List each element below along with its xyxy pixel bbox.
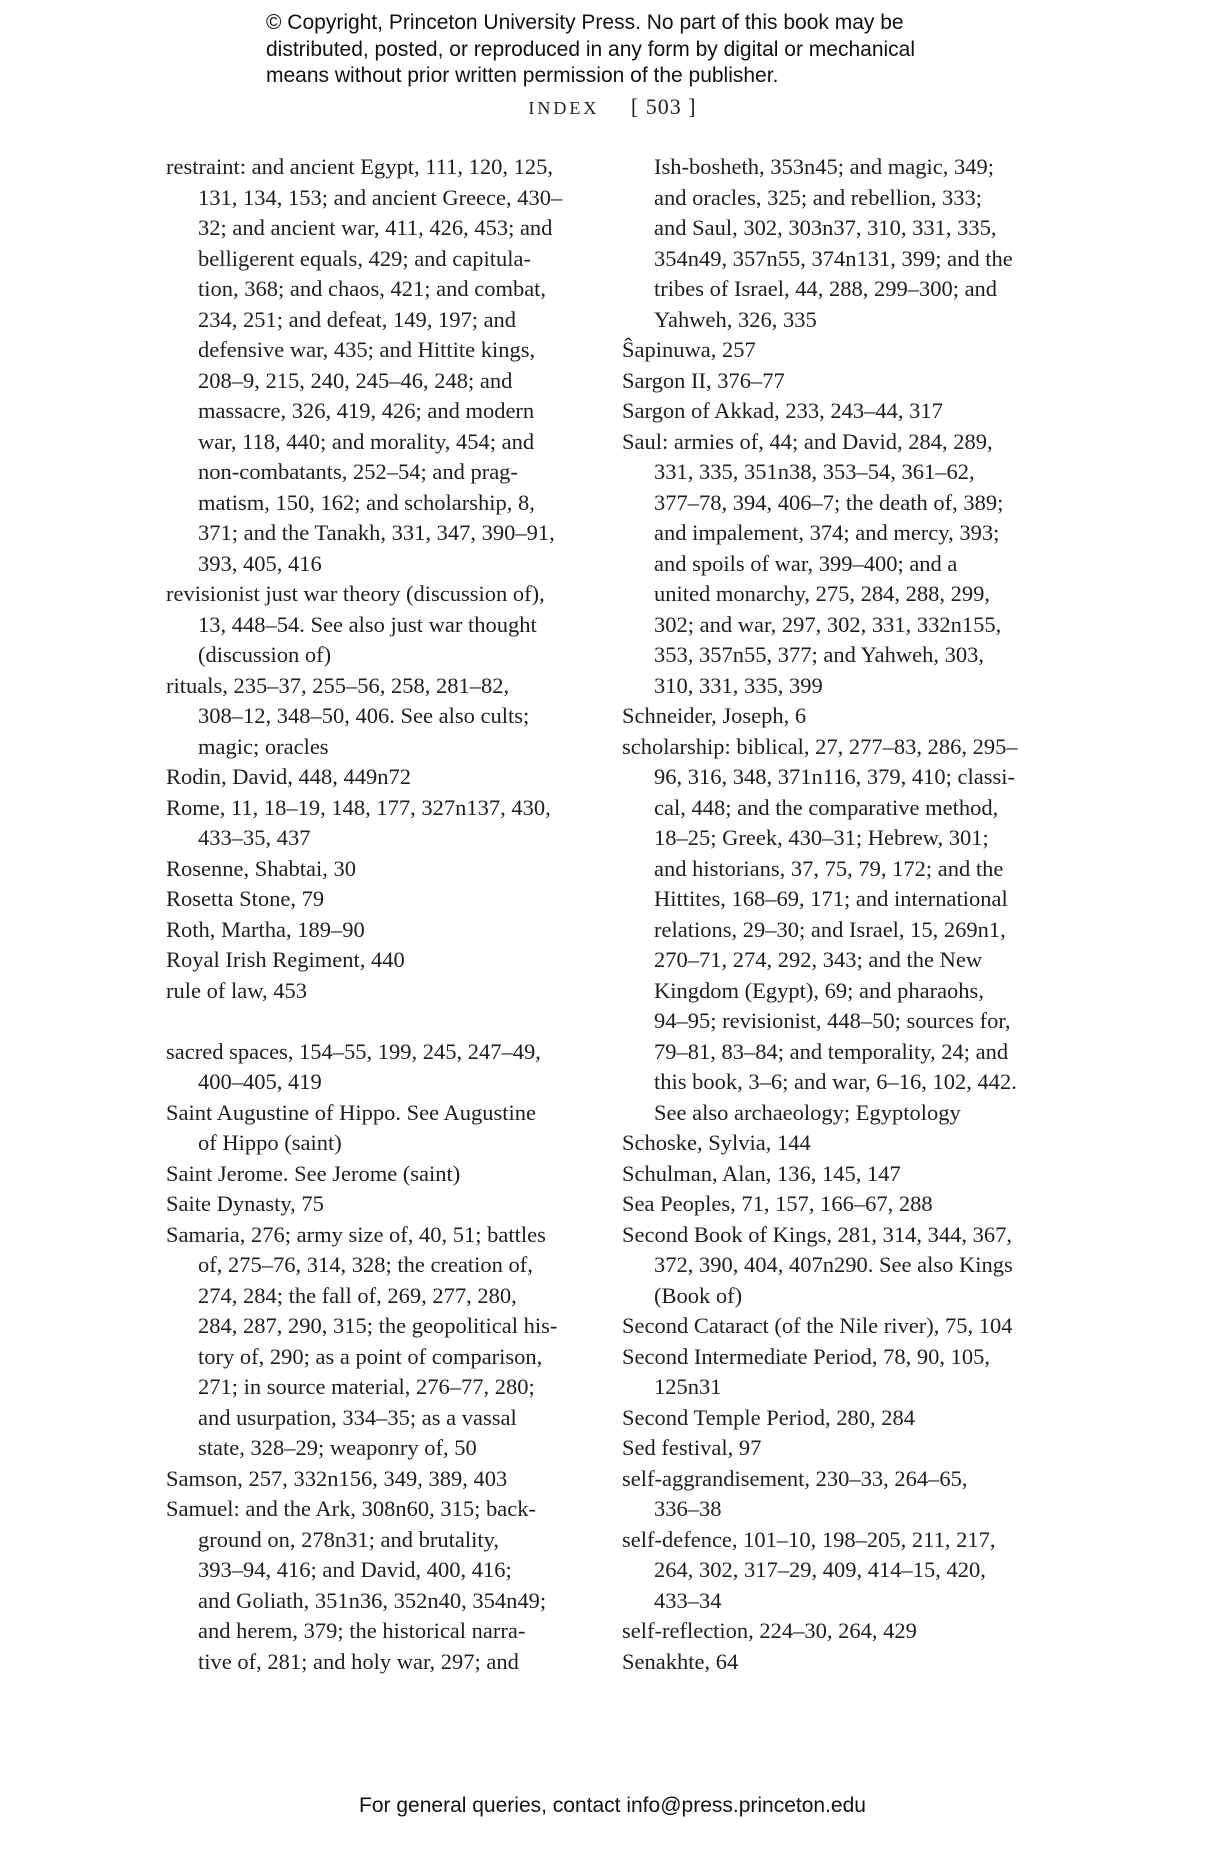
index-entry: Second Intermediate Period, 78, 90, 105, — [622, 1343, 991, 1369]
index-entry-continuation: matism, 150, 162; and scholarship, 8, — [198, 489, 535, 515]
index-entry-continuation: 372, 390, 404, 407n290. See also Kings — [654, 1252, 1013, 1277]
index-entry: sacred spaces, 154–55, 199, 245, 247–49, — [166, 1038, 541, 1064]
index-entry-continuation: 234, 251; and defeat, 149, 197; and — [198, 306, 517, 332]
index-entry: Second Temple Period, 280, 284 — [622, 1404, 915, 1430]
index-entry-continuation: magic; oracles — [198, 733, 329, 759]
index-entry: Samuel: and the Ark, 308n60, 315; back- — [166, 1496, 536, 1521]
index-entry-continuation: and Goliath, 351n36, 352n40, 354n49; — [198, 1587, 547, 1613]
index-entry-continuation: 310, 331, 335, 399 — [654, 672, 823, 698]
index-entry-continuation: cal, 448; and the comparative method, — [654, 794, 999, 820]
index-entry-continuation: 284, 287, 290, 315; the geopolitical his- — [198, 1313, 558, 1338]
index-entry: Second Book of Kings, 281, 314, 344, 367, — [622, 1221, 1012, 1247]
index-entry-continuation: and oracles, 325; and rebellion, 333; — [654, 184, 983, 210]
index-column-left — [166, 152, 586, 1677]
index-entry: Schoske, Sylvia, 144 — [622, 1130, 811, 1155]
index-entry-continuation: tive of, 281; and holy war, 297; and — [198, 1648, 519, 1674]
index-entry-continuation: 331, 335, 351n38, 353–54, 361–62, — [654, 459, 975, 484]
index-letter-gap — [166, 1006, 586, 1037]
running-head — [0, 94, 1225, 120]
index-entry-continuation: 125n31 — [654, 1374, 722, 1399]
index-entry: Saint Jerome. See Jerome (saint) — [166, 1160, 461, 1186]
index-entry: Rosetta Stone, 79 — [166, 886, 325, 911]
index-entry-continuation: 308–12, 348–50, 406. See also cults; — [198, 703, 530, 728]
index-entry: self-defence, 101–10, 198–205, 211, 217, — [622, 1526, 996, 1552]
index-entry: Rosenne, Shabtai, 30 — [166, 855, 356, 881]
index-entry-continuation: Hittites, 168–69, 171; and international — [654, 886, 1008, 911]
index-entry: Sargon II, 376–77 — [622, 367, 785, 393]
index-entry-continuation: 32; and ancient war, 411, 426, 453; and — [198, 215, 553, 240]
index-entry: self-aggrandisement, 230–33, 264–65, — [622, 1465, 968, 1491]
index-entry-continuation: 336–38 — [654, 1496, 722, 1521]
index-entry-continuation: and historians, 37, 75, 79, 172; and the — [654, 855, 1004, 881]
index-entry: Saite Dynasty, 75 — [166, 1191, 324, 1216]
index-entry-continuation: tion, 368; and chaos, 421; and combat, — [198, 276, 547, 301]
index-entry: self-reflection, 224–30, 264, 429 — [622, 1618, 917, 1643]
index-entry: Sargon of Akkad, 233, 243–44, 317 — [622, 398, 943, 423]
index-entry-continuation: 208–9, 215, 240, 245–46, 248; and — [198, 367, 513, 393]
index-entry: revisionist just war theory (discussion of), — [166, 581, 545, 606]
index-entry-continuation: 354n49, 357n55, 374n131, 399; and the — [654, 245, 1013, 271]
index-entry-continuation: Yahweh, 326, 335 — [654, 306, 817, 332]
index-entry: Sed festival, 97 — [622, 1435, 762, 1460]
index-entry: Senakhte, 64 — [622, 1648, 739, 1674]
copyright-notice — [266, 10, 1026, 90]
index-entry: rituals, 235–37, 255–56, 258, 281–82, — [166, 672, 510, 698]
index-entry-continuation: 353, 357n55, 377; and Yahweh, 303, — [654, 642, 984, 667]
index-entry: Saint Augustine of Hippo. See Augustine — [166, 1099, 536, 1125]
index-entry: Schulman, Alan, 136, 145, 147 — [622, 1160, 901, 1186]
copyright-line: © Copyright, Princeton University Press. No part of this book may be — [266, 11, 904, 34]
index-entry-continuation: 377–78, 394, 406–7; the death of, 389; — [654, 489, 1004, 515]
index-entry-continuation: (discussion of) — [198, 642, 332, 667]
index-entry-continuation: Ish-bosheth, 353n45; and magic, 349; — [654, 154, 994, 179]
index-entry-continuation: defensive war, 435; and Hittite kings, — [198, 337, 536, 362]
index-entry-continuation: relations, 29–30; and Israel, 15, 269n1, — [654, 916, 1006, 942]
index-entry-continuation: 371; and the Tanakh, 331, 347, 390–91, — [198, 520, 555, 545]
index-entry: Ŝapinuwa, 257 — [622, 337, 756, 362]
copyright-line: distributed, posted, or reproduced in any form by digital or mechanical — [266, 37, 916, 61]
index-entry-continuation: 79–81, 83–84; and temporality, 24; and — [654, 1038, 1009, 1064]
index-entry-continuation: and Saul, 302, 303n37, 310, 331, 335, — [654, 215, 997, 240]
index-entry-continuation: united monarchy, 275, 284, 288, 299, — [654, 581, 990, 606]
index-entry-continuation: 271; in source material, 276–77, 280; — [198, 1374, 535, 1399]
index-entry-continuation: 393–94, 416; and David, 400, 416; — [198, 1557, 512, 1582]
index-entry-continuation: ground on, 278n31; and brutality, — [198, 1526, 500, 1552]
index-entry: Sea Peoples, 71, 157, 166–67, 288 — [622, 1191, 933, 1216]
index-entry: Roth, Martha, 189–90 — [166, 916, 365, 942]
running-head-label: INDEX — [528, 98, 600, 118]
index-entry: Second Cataract (of the Nile river), 75, 104 — [622, 1313, 1013, 1338]
index-entry-continuation: 433–35, 437 — [198, 825, 311, 850]
page-number: [ 503 ] — [630, 94, 697, 119]
index-entry-continuation: non-combatants, 252–54; and prag- — [198, 459, 518, 484]
index-entry: Samaria, 276; army size of, 40, 51; battles — [166, 1221, 546, 1247]
index-entry: rule of law, 453 — [166, 977, 307, 1003]
copyright-line: means without prior written permission of the publisher. — [266, 64, 779, 87]
index-entry-continuation: 18–25; Greek, 430–31; Hebrew, 301; — [654, 825, 989, 850]
index-entry-continuation: massacre, 326, 419, 426; and modern — [198, 398, 535, 423]
index-entry: Saul: armies of, 44; and David, 284, 289, — [622, 428, 993, 454]
index-entry: Rome, 11, 18–19, 148, 177, 327n137, 430, — [166, 794, 551, 820]
index-entry: Schneider, Joseph, 6 — [622, 703, 807, 728]
index-entry-continuation: of, 275–76, 314, 328; the creation of, — [198, 1252, 533, 1277]
index-entry-continuation: this book, 3–6; and war, 6–16, 102, 442. — [654, 1069, 1017, 1094]
index-column-right — [622, 152, 1042, 1677]
index-entry-continuation: 131, 134, 153; and ancient Greece, 430– — [198, 184, 563, 210]
index-entry-continuation: 400–405, 419 — [198, 1069, 322, 1094]
index-entry-continuation: and spoils of war, 399–400; and a — [654, 550, 958, 576]
index-entry: restraint: and ancient Egypt, 111, 120, 125, — [166, 154, 553, 179]
index-entry: Samson, 257, 332n156, 349, 389, 403 — [166, 1465, 508, 1491]
index-entry-continuation: and usurpation, 334–35; as a vassal — [198, 1404, 517, 1430]
index-entry-continuation: 393, 405, 416 — [198, 550, 322, 576]
index-entry-continuation: 302; and war, 297, 302, 331, 332n155, — [654, 611, 1002, 637]
index-entry-continuation: 96, 316, 348, 371n116, 379, 410; classi- — [654, 764, 1016, 789]
index-entry-continuation: 433–34 — [654, 1587, 722, 1613]
index-entry-continuation: Kingdom (Egypt), 69; and pharaohs, — [654, 977, 984, 1003]
index-entry-continuation: of Hippo (saint) — [198, 1130, 342, 1155]
index-entry: scholarship: biblical, 27, 277–83, 286, 295– — [622, 733, 1018, 759]
index-entry: Royal Irish Regiment, 440 — [166, 947, 405, 972]
index-entry-continuation: 13, 448–54. See also just war thought — [198, 611, 537, 637]
index-entry: Rodin, David, 448, 449n72 — [166, 764, 411, 789]
index-entry-continuation: state, 328–29; weaponry of, 50 — [198, 1435, 477, 1460]
index-entry-continuation: (Book of) — [654, 1282, 743, 1308]
index-entry-continuation: belligerent equals, 429; and capitula- — [198, 245, 532, 271]
index-entry-continuation: 94–95; revisionist, 448–50; sources for, — [654, 1008, 1011, 1033]
index-entry-continuation: and impalement, 374; and mercy, 393; — [654, 520, 1000, 545]
index-entry-continuation: 264, 302, 317–29, 409, 414–15, 420, — [654, 1557, 986, 1582]
index-entry-continuation: See also archaeology; Egyptology — [654, 1099, 961, 1125]
index-entry-continuation: 274, 284; the fall of, 269, 277, 280, — [198, 1282, 517, 1308]
index-entry-continuation: war, 118, 440; and morality, 454; and — [198, 428, 535, 454]
index-entry-continuation: tribes of Israel, 44, 288, 299–300; and — [654, 276, 998, 301]
footer-contact: For general queries, contact info@press.princeton.edu — [359, 1794, 866, 1817]
index-entry-continuation: and herem, 379; the historical narra- — [198, 1618, 526, 1643]
index-entry-continuation: 270–71, 274, 292, 343; and the New — [654, 947, 983, 972]
index-entry-continuation: tory of, 290; as a point of comparison, — [198, 1343, 543, 1369]
